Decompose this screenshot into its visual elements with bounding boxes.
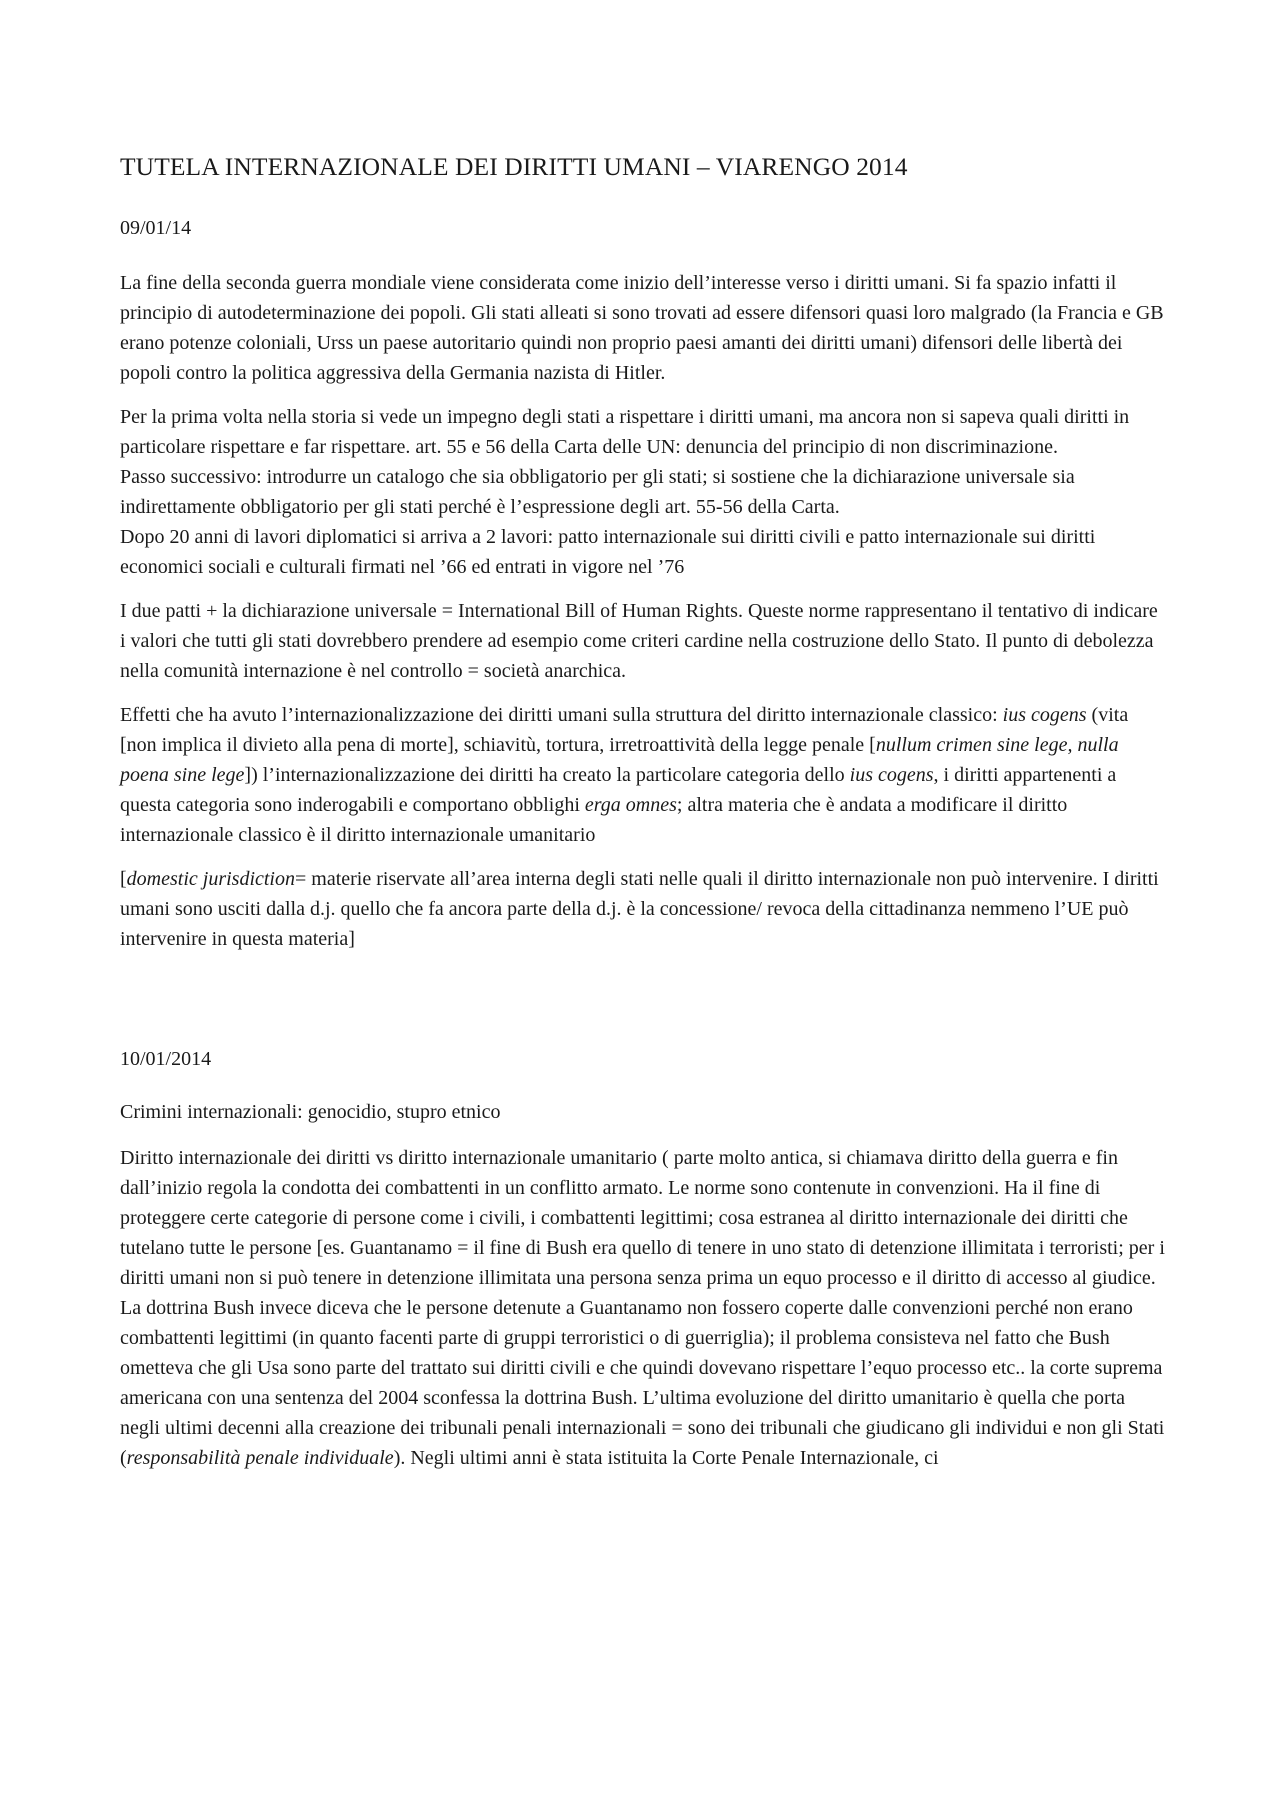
italic-term: ius cogens (1002, 704, 1087, 727)
paragraph (120, 864, 1165, 954)
text-span: Diritto internazionale dei diritti vs diritto internazionale umanitario ( parte molto antica, si chiamava diritto della guerra e fin dall’inizio regola la condotta dei combattenti in un conflitto armato. Le norme sono contenute in convenzioni. Ha il fine di proteggere certe categorie di persone come i civili, i combattenti legittimi; cosa estranea al diritto internazionale dei diritti che tutelano tutte le persone [es. Guantanamo = il fine di Bush era quello di tenere in uno stato di detenzione illimitata i terroristi; per i diritti umani non si può tenere in detenzione illimitata una persona senza prima un equo processo e il diritto di accesso al giudice. La dottrina Bush invece diceva che le persone detenute a Guantanamo non fossero coperte dalle convenzioni perché non erano combattenti legittimi (in quanto facenti parte di gruppi terroristici o di guerriglia); il problema consisteva nel fatto che Bush ometteva che gli Usa sono parte del trattato sui diritti civili e che quindi dovevano rispettare l’equo processo etc.. la corte suprema americana con una sentenza del 2004 sconfessa la dottrina Bush. L’ultima evoluzione del diritto umanitario è quella che porta negli ultimi decenni alla creazione dei tribunali penali internazionali = sono dei tribunali che giudicano gli individui e non gli Stati ( (120, 1147, 1165, 1470)
italic-term: ius cogens (849, 764, 934, 787)
text-span: (vita [non implica il divieto alla pena di morte], schiavitù, tortura, irretroattività della legge penale [ (120, 704, 1129, 757)
section-date: 09/01/14 (120, 217, 192, 240)
paragraph: I due patti + la dichiarazione universale = International Bill of Human Rights. Queste norme rappresentano il tentativo di indicare i valori che tutti gli stati dovrebbero prendere ad esempio come criteri cardine nella costruzione dello Stato. Il punto di debolezza nella comunità internazione è nel controllo = società anarchica. (120, 600, 1158, 683)
section-subheading: Crimini internazionali: genocidio, stupro etnico (120, 1101, 501, 1124)
italic-term: domestic jurisdiction (126, 868, 295, 891)
paragraph: La fine della seconda guerra mondiale viene considerata come inizio dell’interesse verso i diritti umani. Si fa spazio infatti il principio di autodeterminazione dei popoli. Gli stati alleati si sono trovati ad essere difensori quasi loro malgrado (la Francia e GB erano potenze coloniali, Urss un paese autoritario quindi non proprio paesi amanti dei diritti umani) difensori delle libertà dei popoli contro la politica aggressiva della Germania nazista di Hitler. (120, 272, 1164, 385)
text-span: ]) l’internazionalizzazione dei diritti ha creato la particolare categoria dello (244, 764, 850, 787)
italic-term: nullum crimen sine lege, nulla poena sine lege (120, 734, 1119, 787)
paragraph (120, 1143, 1165, 1473)
text-span: ). Negli ultimi anni è stata istituita la Corte Penale Internazionale, ci (393, 1447, 939, 1470)
text-span: , i diritti appartenenti a questa categoria sono inderogabili e comportano obblighi (120, 764, 1117, 817)
italic-term: responsabilità penale individuale (126, 1447, 394, 1470)
text-span: Effetti che ha avuto l’internazionalizzazione dei diritti umani sulla struttura del diritto internazionale classico: (120, 704, 1003, 727)
italic-term: erga omnes (584, 794, 677, 817)
document-page (120, 150, 1165, 1487)
paragraph: Dopo 20 anni di lavori diplomatici si arriva a 2 lavori: patto internazionale sui diritti civili e patto internazionale sui diritti economici sociali e culturali firmati nel ’66 ed entrati in vigore nel ’76 (120, 526, 1096, 579)
text-span: = materie riservate all’area interna degli stati nelle quali il diritto internazionale non può intervenire. I diritti umani sono usciti dalla d.j. quello che fa ancora parte della d.j. è la concessione/ revoca della cittadinanza nemmeno l’UE può intervenire in questa materia] (120, 868, 1159, 951)
section-spacer (120, 968, 1165, 1046)
text-span: ; altra materia che è andata a modificare il diritto internazionale classico è il diritto internazionale umanitario (120, 794, 1068, 847)
paragraph: Per la prima volta nella storia si vede un impegno degli stati a rispettare i diritti umani, ma ancora non si sapeva quali diritti in particolare rispettare e far rispettare. art. 55 e 56 della Carta delle UN: denuncia del principio di non discriminazione. (120, 406, 1130, 459)
paragraph: Passo successivo: introdurre un catalogo che sia obbligatorio per gli stati; si sostiene che la dichiarazione universale sia indirettamente obbligatorio per gli stati perché è l’espressione degli art. 55-56 della Carta. (120, 466, 1075, 519)
paragraph (120, 700, 1165, 850)
document-title: TUTELA INTERNAZIONALE DEI DIRITTI UMANI – VIARENGO 2014 (120, 152, 908, 181)
text-span: [ (120, 868, 127, 891)
section-date: 10/01/2014 (120, 1048, 212, 1071)
